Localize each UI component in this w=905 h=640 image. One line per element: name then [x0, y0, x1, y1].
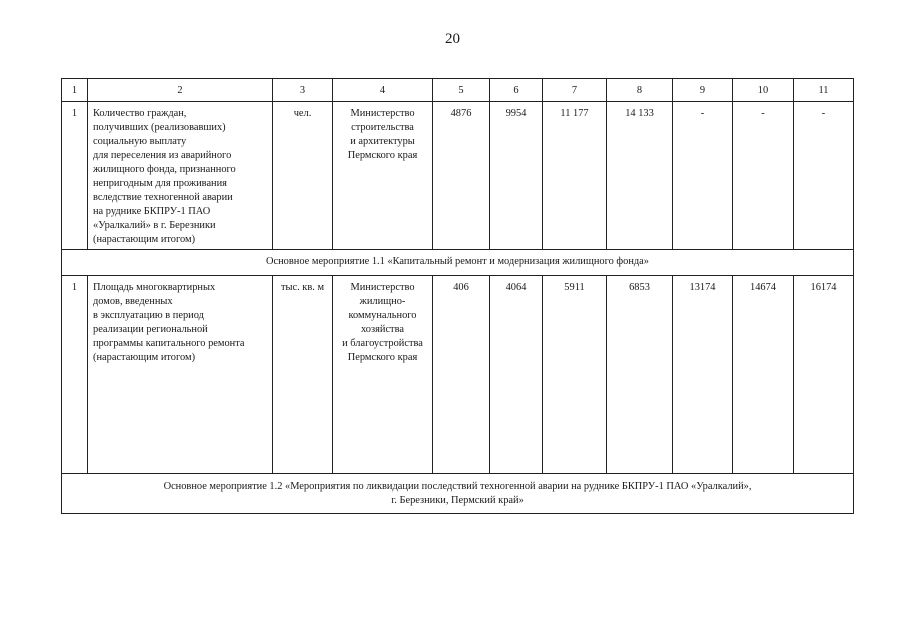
value-cell: 6853 [629, 282, 650, 293]
text-line: г. Березники, Пермский край» [391, 495, 524, 506]
text-line: социальную выплату [93, 136, 187, 147]
text-line: строительства [351, 122, 414, 133]
row-number: 1 [71, 108, 78, 119]
header-cell: 3 [299, 85, 306, 96]
text-line: Пермского края [347, 150, 418, 161]
text-line: Основное мероприятие 1.2 «Мероприятия по ликвидации последствий техногенной аварии на руднике БКПРУ-1 ПАО «Уралкалий», [163, 481, 752, 492]
row-number: 1 [71, 282, 78, 293]
value-cell: 11 177 [560, 108, 589, 119]
text-line: на руднике БКПРУ-1 ПАО [93, 206, 211, 217]
text-line: Пермского края [347, 352, 418, 363]
value-cell: - [700, 108, 705, 119]
section-heading: Основное мероприятие 1.1 «Капитальный ремонт и модернизация жилищного фонда» [266, 256, 649, 267]
text-line: в эксплуатацию в период [93, 310, 204, 321]
text-line: «Уралкалий» в г. Березники [93, 220, 216, 231]
value-cell: 16174 [810, 282, 837, 293]
header-cell: 5 [458, 85, 464, 96]
text-line: хозяйства [361, 324, 404, 335]
text-line: непригодным для проживания [93, 178, 227, 189]
value-cell: 5911 [564, 282, 585, 293]
value-cell: 4876 [450, 108, 472, 119]
value-cell: 4064 [505, 282, 527, 293]
text-line: жилищного фонда, признанного [93, 164, 236, 175]
value-cell: - [821, 108, 826, 119]
text-line: Количество граждан, [93, 108, 187, 119]
text-line: (нарастающим итогом) [93, 352, 196, 363]
value-cell: 14 133 [625, 108, 654, 119]
text-line: и архитектуры [350, 136, 415, 147]
header-cell: 9 [699, 85, 706, 96]
unit-cell: тыс. кв. м [280, 282, 325, 293]
text-line: (нарастающим итогом) [93, 234, 196, 245]
text-line: получивших (реализовавших) [93, 122, 226, 133]
text-line: для переселения из аварийного [93, 150, 232, 161]
text-line: вследствие техногенной аварии [93, 192, 233, 203]
header-cell: 2 [177, 85, 183, 96]
header-cell: 1 [71, 85, 78, 96]
header-cell: 10 [757, 85, 769, 96]
text-line: коммунального [348, 310, 417, 321]
text-line: программы капитального ремонта [93, 338, 245, 349]
text-line: домов, введенных [93, 296, 173, 307]
value-cell: 13174 [689, 282, 716, 293]
header-cell: 4 [379, 85, 386, 96]
text-line: Министерство [350, 282, 415, 293]
header-cell: 11 [818, 85, 829, 96]
text-line: и благоустройства [342, 338, 423, 349]
unit-cell: чел. [293, 108, 312, 119]
text-line: Министерство [350, 108, 415, 119]
text-line: жилищно- [359, 296, 406, 307]
value-cell: 14674 [750, 282, 776, 293]
text-line: Площадь многоквартирных [93, 282, 216, 293]
text-line: реализации региональной [93, 324, 208, 335]
page-number: 20 [445, 31, 460, 47]
value-cell: 406 [453, 282, 469, 293]
header-cell: 7 [571, 85, 578, 96]
value-cell: - [761, 108, 765, 119]
header-cell: 6 [513, 85, 519, 96]
header-cell: 8 [636, 85, 643, 96]
value-cell: 9954 [505, 108, 527, 119]
